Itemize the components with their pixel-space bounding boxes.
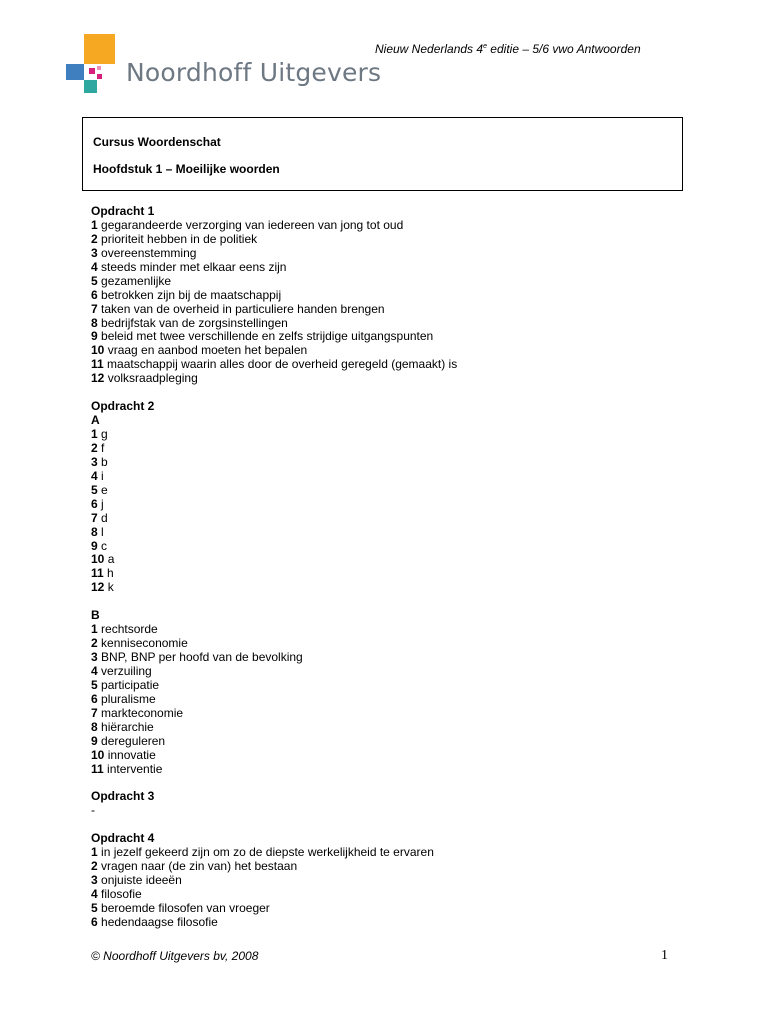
answer-item	[91, 553, 457, 567]
answer-text: markteconomie	[101, 705, 184, 720]
chapter-title: Hoofdstuk 1 – Moeilijke woorden	[93, 162, 280, 176]
answer-text: betrokken zijn bij de maatschappij	[101, 287, 282, 302]
answer-number: 9	[91, 733, 98, 748]
answer-item	[91, 512, 457, 526]
answer-text: d	[101, 510, 108, 525]
section-spacer	[91, 776, 457, 790]
answer-text: overeenstemming	[101, 245, 197, 260]
answer-text: BNP, BNP per hoofd van de bevolking	[101, 650, 303, 664]
answer-text: l	[101, 524, 104, 539]
answer-item	[91, 484, 457, 498]
answer-number: 4	[91, 886, 98, 901]
answer-item	[91, 247, 457, 261]
answer-text: rechtsorde	[101, 622, 158, 637]
answer-item	[91, 888, 457, 902]
answer-text: e	[101, 482, 108, 497]
answer-number: 6	[91, 287, 98, 302]
answer-number: 8	[91, 315, 98, 330]
answer-item	[91, 428, 457, 442]
answer-number: 12	[91, 580, 105, 595]
answer-number: 2	[91, 636, 98, 651]
answer-text: in jezelf gekeerd zijn om zo de diepste werkelijkheid te ervaren	[101, 845, 434, 860]
answer-number: 5	[91, 900, 98, 915]
course-title: Cursus Woordenschat	[93, 135, 221, 149]
copyright-footer: © Noordhoff Uitgevers bv, 2008	[91, 949, 259, 963]
answer-number: 5	[91, 482, 98, 497]
answer-item	[91, 581, 457, 595]
answer-item	[91, 303, 457, 317]
answer-text: gegarandeerde verzorging van iedereen van jong tot oud	[101, 217, 404, 232]
answer-number: 3	[91, 454, 98, 469]
answer-number: 9	[91, 329, 98, 344]
answer-number: 2	[91, 231, 98, 246]
answer-number: 7	[91, 301, 98, 316]
course-box	[82, 117, 683, 191]
answer-number: 12	[91, 371, 105, 386]
book-title-superscript: e	[483, 43, 487, 50]
answer-text: j	[101, 496, 104, 511]
section-heading: Opdracht 2	[91, 399, 155, 414]
answer-item	[91, 233, 457, 247]
answer-number: 10	[91, 747, 105, 762]
answer-item	[91, 330, 457, 344]
answer-text: beleid met twee verschillende en zelfs strijdige uitgangspunten	[101, 329, 434, 344]
answer-text: h	[107, 566, 114, 581]
answer-number: 7	[91, 510, 98, 525]
answer-item	[91, 763, 457, 777]
answer-text: prioriteit hebben in de politiek	[101, 231, 258, 246]
answer-number: 10	[91, 343, 105, 358]
answer-number: 4	[91, 259, 98, 274]
answer-text: f	[101, 440, 105, 455]
answer-item	[91, 526, 457, 540]
section-spacer	[91, 818, 457, 832]
answer-item	[91, 860, 457, 874]
answer-text: volksraadpleging	[107, 371, 198, 386]
answer-text: participatie	[101, 677, 160, 692]
answer-item	[91, 735, 457, 749]
answer-text: vraag en aanbod moeten het bepalen	[107, 343, 308, 358]
answer-item	[91, 665, 457, 679]
answer-text: c	[101, 538, 108, 553]
answer-section	[91, 832, 457, 930]
answer-text: innovatie	[107, 747, 156, 762]
answer-item	[91, 637, 457, 651]
answer-text: interventie	[107, 761, 163, 776]
answer-number: 11	[91, 357, 104, 372]
answer-number: 3	[91, 650, 98, 664]
logo-orange-square	[84, 34, 115, 64]
book-title-main: Nieuw Nederlands 4	[375, 42, 484, 56]
answer-item	[91, 846, 457, 860]
answer-number: 3	[91, 245, 98, 260]
answer-text: verzuiling	[101, 663, 152, 678]
answer-text: taken van de overheid in particuliere handen brengen	[101, 301, 385, 316]
answer-item	[91, 317, 457, 331]
answer-item	[91, 567, 457, 581]
answer-number: 4	[91, 663, 98, 678]
answer-text: kenniseconomie	[101, 636, 188, 651]
section-note: -	[91, 803, 95, 818]
answer-number: 7	[91, 705, 98, 720]
answer-item	[91, 456, 457, 470]
answer-number: 6	[91, 691, 98, 706]
answer-text: gezamenlijke	[101, 273, 172, 288]
answer-number: 4	[91, 468, 98, 483]
answer-number: 8	[91, 524, 98, 539]
answer-section	[91, 400, 457, 776]
page-number: 1	[661, 948, 668, 963]
answer-item	[91, 344, 457, 358]
section-heading: Opdracht 1	[91, 204, 155, 218]
answer-text: vragen naar (de zin van) het bestaan	[101, 859, 298, 874]
answer-number: 6	[91, 914, 98, 929]
company-name: Noordhoff Uitgevers	[126, 58, 382, 87]
answer-text: pluralisme	[101, 691, 156, 706]
answer-item	[91, 540, 457, 554]
answer-section	[91, 790, 457, 818]
answer-item	[91, 358, 457, 372]
group-spacer	[91, 595, 457, 609]
answer-item	[91, 721, 457, 735]
answer-text: g	[101, 427, 108, 441]
answer-text: beroemde filosofen van vroeger	[101, 900, 270, 915]
answer-text: steeds minder met elkaar eens zijn	[101, 259, 287, 274]
logo-pink-square-light	[97, 66, 101, 70]
answer-item	[91, 498, 457, 512]
answer-number: 9	[91, 538, 98, 553]
answer-number: 1	[91, 845, 98, 860]
answer-item	[91, 442, 457, 456]
answer-section	[91, 205, 457, 386]
answer-item	[91, 651, 457, 665]
answer-item	[91, 707, 457, 721]
section-heading: Opdracht 3	[91, 789, 155, 804]
answer-item	[91, 749, 457, 763]
answer-text: b	[101, 454, 108, 469]
answer-item	[91, 874, 457, 888]
book-title	[375, 42, 641, 56]
answer-text: hiërarchie	[101, 719, 154, 734]
answer-text: maatschappij waarin alles door de overheid geregeld (gemaakt) is	[107, 357, 458, 372]
answer-number: 1	[91, 427, 98, 441]
answer-text: k	[107, 580, 114, 595]
section-heading: Opdracht 4	[91, 831, 155, 846]
answer-item	[91, 902, 457, 916]
answer-text: i	[101, 468, 104, 483]
answer-item	[91, 679, 457, 693]
answer-number: 1	[91, 217, 98, 232]
answer-number: 2	[91, 859, 98, 874]
answer-item	[91, 372, 457, 386]
answer-item	[91, 470, 457, 484]
answer-text: onjuiste ideeën	[101, 873, 182, 887]
answer-text: filosofie	[101, 886, 142, 901]
answer-item	[91, 916, 457, 930]
answer-item	[91, 623, 457, 637]
group-label: A	[91, 413, 100, 428]
logo-pink-square-small	[97, 74, 102, 79]
answer-item	[91, 219, 457, 233]
answer-text: hedendaagse filosofie	[101, 914, 218, 929]
answer-item	[91, 289, 457, 303]
answer-text: dereguleren	[101, 733, 166, 748]
answer-text: a	[107, 552, 115, 567]
answer-number: 6	[91, 496, 98, 511]
answer-item	[91, 275, 457, 289]
answers-content	[91, 205, 457, 930]
answer-number: 11	[91, 761, 104, 776]
answer-number: 10	[91, 552, 105, 567]
answer-number: 3	[91, 873, 98, 887]
answer-text: bedrijfstak van de zorgsinstellingen	[101, 315, 288, 330]
answer-number: 2	[91, 440, 98, 455]
logo-teal-square	[84, 80, 97, 93]
answer-item	[91, 261, 457, 275]
answer-number: 11	[91, 566, 104, 581]
book-title-edition: editie – 5/6 vwo Antwoorden	[486, 42, 641, 56]
logo-pink-square	[89, 68, 95, 74]
section-spacer	[91, 386, 457, 400]
answer-number: 5	[91, 273, 98, 288]
answer-number: 5	[91, 677, 98, 692]
answer-number: 1	[91, 622, 98, 637]
answer-number: 8	[91, 719, 98, 734]
logo-blue-square	[66, 64, 84, 80]
group-label: B	[91, 608, 100, 623]
answer-item	[91, 693, 457, 707]
